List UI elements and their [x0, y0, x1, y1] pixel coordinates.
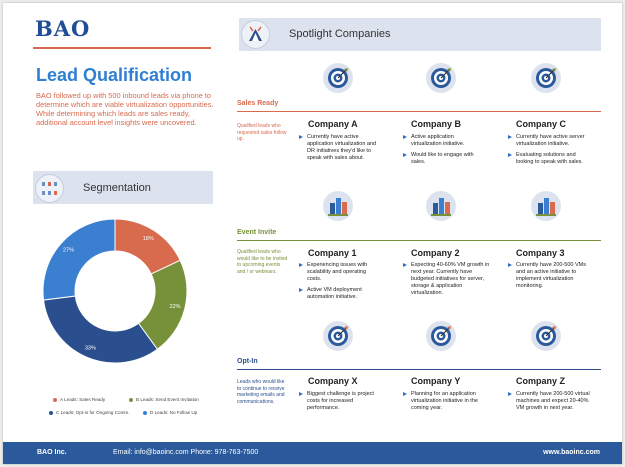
footer-bar — [3, 442, 622, 464]
company-c-name: Company C — [516, 119, 567, 129]
slice-no-follow-up — [43, 219, 115, 300]
legend-label-c: C Leads: Opt-in for Ongoing Comm. — [56, 410, 130, 415]
city-icon — [323, 191, 353, 221]
legend-swatch-a — [53, 398, 57, 402]
company-x-item: Biggest challenge is project costs for increased performance. — [299, 391, 381, 412]
company-y-list — [403, 391, 485, 416]
footer-website-link[interactable]: www.baoinc.com — [543, 449, 600, 456]
section-label-opt-in: Opt-In — [237, 358, 258, 365]
company-c-list — [508, 134, 590, 170]
legend-label-d: D Leads: No Follow Up — [150, 410, 198, 415]
footer-contact: Email: info@baoinc.com Phone: 978-763-7500 — [113, 449, 259, 456]
company-c-item: Currently have active server virtualization initiative. — [508, 134, 590, 148]
section-sub-sales-ready: Qualified leads who requested sales follow up. — [237, 123, 287, 143]
company-2-name: Company 2 — [411, 248, 460, 258]
company-3-list — [508, 262, 590, 294]
company-x-list — [299, 391, 381, 416]
target-icon — [426, 321, 456, 351]
company-b-item: Active application virtualization initiative. — [403, 134, 485, 148]
city-icon — [531, 191, 561, 221]
target-icon — [426, 63, 456, 93]
company-a-item: Currently have active application virtualization and DR initiatives they'd like to speak with sales about. — [299, 134, 381, 162]
legend-item-b — [129, 397, 199, 402]
company-x-name: Company X — [308, 376, 358, 386]
section-label-event-invite: Event Invite — [237, 229, 277, 236]
section-divider-opt-in — [237, 369, 601, 370]
legend-swatch-b — [129, 398, 133, 402]
company-3-item: Currently have 200-500 VMs and an active initiative to implement virtualization monitoring. — [508, 262, 590, 290]
legend-item-a — [53, 397, 105, 402]
company-z-list — [508, 391, 590, 416]
target-icon — [323, 321, 353, 351]
company-c-item: Evaluating solutions and looking to speak with sales. — [508, 152, 590, 166]
company-1-item: Experiencing issues with scalability and operating costs. — [299, 262, 381, 283]
section-label-sales-ready: Sales Ready — [237, 100, 279, 107]
company-a-name: Company A — [308, 119, 358, 129]
company-b-name: Company B — [411, 119, 462, 129]
company-1-item: Active VM deployment automation initiative. — [299, 287, 381, 301]
spotlight-title: Spotlight Companies — [289, 28, 391, 40]
company-3-name: Company 3 — [516, 248, 565, 258]
spotlight-icon — [241, 20, 270, 49]
company-b-item: Would like to engage with sales. — [403, 152, 485, 166]
slice-event-invitation-label: 22% — [169, 303, 181, 310]
lead-qualification-description: BAO followed up with 500 inbound leads via phone to determine which are viable virtualization opportunities. While determining which leads are sales ready, additional account level insights were uncovered. — [36, 91, 214, 127]
legend-item-c — [49, 410, 130, 415]
company-2-item: Expecting 40-60% VM growth in next year. Currently have budgeted initiatives for server, storage & application virtualization. — [403, 262, 495, 297]
city-icon — [426, 191, 456, 221]
logo-divider — [33, 47, 211, 49]
lead-qualification-title: Lead Qualification — [36, 65, 193, 85]
segmentation-title: Segmentation — [83, 182, 151, 194]
section-divider-event-invite — [237, 240, 601, 241]
section-sub-opt-in: Leads who would like to continue to receive marketing emails and communications. — [237, 379, 285, 405]
slice-sales-ready-label: 18% — [142, 236, 154, 243]
footer-company: BAO Inc. — [37, 449, 67, 456]
slice-no-follow-up-label: 27% — [62, 247, 75, 254]
company-1-name: Company 1 — [308, 248, 357, 258]
infographic-page — [3, 3, 622, 464]
legend-label-a: A Leads: Sales Ready — [60, 397, 106, 402]
company-z-item: Currently have 200-500 virtual machines and expect 20-40% VM growth in next year. — [508, 391, 590, 412]
company-1-list — [299, 262, 381, 305]
legend-swatch-d — [143, 411, 147, 415]
target-icon — [531, 321, 561, 351]
target-icon — [531, 63, 561, 93]
company-y-name: Company Y — [411, 376, 461, 386]
slice-opt-in-label: 33% — [84, 345, 96, 352]
company-a-list — [299, 134, 381, 166]
legend-swatch-c — [49, 411, 53, 415]
people-grid-icon — [35, 174, 64, 203]
company-b-list — [403, 134, 485, 170]
legend-item-d — [143, 410, 197, 415]
company-z-name: Company Z — [516, 376, 566, 386]
segmentation-donut-chart — [43, 205, 193, 380]
bao-logo: BAO — [35, 16, 91, 41]
target-icon — [323, 63, 353, 93]
company-y-item: Planning for an application virtualization initiative in the coming year. — [403, 391, 485, 412]
section-sub-event-invite: Qualified leads who would like to be invited to upcoming events and / or webinars. — [237, 249, 288, 275]
company-2-list — [403, 262, 495, 301]
section-divider-sales-ready — [237, 111, 601, 112]
legend-label-b: B Leads: Send Event Invitation — [136, 397, 199, 402]
slice-opt-in — [44, 296, 158, 363]
